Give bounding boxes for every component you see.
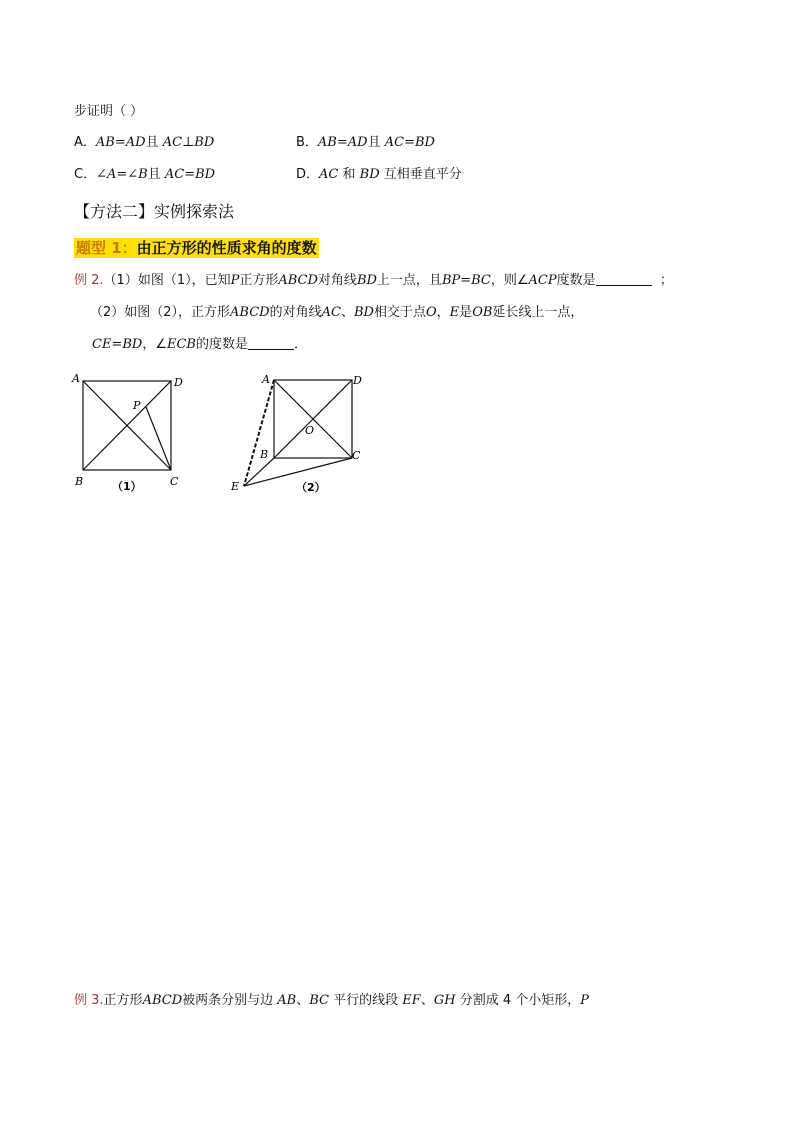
option-d-prefix: D．	[296, 167, 320, 182]
ex2-var: AC	[321, 305, 341, 320]
option-b-connector: 且	[367, 135, 381, 150]
ex2-text: 上一点，且	[376, 273, 442, 288]
option-b-expr2: AC=BD	[384, 135, 435, 150]
option-c-expr2: AC=BD	[164, 167, 216, 182]
example3-number: 例 3.	[74, 993, 104, 1008]
option-a-prefix: A．	[74, 135, 96, 150]
option-c	[74, 166, 215, 184]
example2-line3	[92, 336, 307, 354]
ex3-var: BC	[309, 993, 329, 1008]
ex3-var: GH	[433, 993, 456, 1008]
option-a	[74, 134, 214, 152]
ex2-text: 的对角线	[269, 305, 322, 320]
label-o: O	[305, 424, 315, 437]
ex2-var: OB	[472, 305, 493, 320]
ex2-text: 的度数是	[195, 337, 248, 352]
ex3-text: 、	[420, 993, 434, 1008]
ex2-var: CE=BD	[92, 337, 143, 352]
label-c: C	[170, 475, 179, 488]
option-b	[296, 134, 435, 152]
section-heading: 【方法二】实例探索法	[74, 202, 235, 221]
ex2-var: P	[230, 273, 240, 288]
ex3-var: EF	[402, 993, 421, 1008]
label-p: P	[133, 399, 141, 412]
ex2-var: BD	[353, 305, 374, 320]
tag-text: 由正方形的性质求角的度数	[136, 239, 317, 257]
ex2-var: ABCD	[278, 273, 318, 288]
option-c-expr: ∠A=∠B	[96, 167, 148, 182]
tag-label: 题型 1：	[76, 239, 137, 257]
option-d-tail: 互相垂直平分	[383, 167, 462, 182]
option-a-expr: AB=AD	[95, 135, 146, 150]
option-b-expr: AB=AD	[317, 135, 368, 150]
option-d	[296, 166, 462, 184]
ex2-text: 对角线	[317, 273, 357, 288]
ex3-var: P	[580, 993, 589, 1008]
option-d-expr2: BD	[359, 167, 380, 182]
stem-text: 步证明（ ）	[74, 104, 144, 119]
ex2-text: ，∠	[142, 337, 167, 352]
ex3-text: 平行的线段	[333, 993, 399, 1008]
option-a-connector: 且	[145, 135, 159, 150]
ex2-text: 、	[340, 305, 354, 320]
dashed-ae	[244, 380, 274, 486]
label-e: E	[231, 480, 240, 493]
label-d: D	[353, 374, 362, 387]
ex2-var: E	[449, 305, 460, 320]
ex3-text: 分割成 4 个小矩形，	[459, 993, 581, 1008]
option-a-expr2: AC⊥BD	[162, 135, 215, 150]
question-stem-tail	[74, 103, 143, 121]
example2-line2	[90, 304, 583, 322]
ex2-text: （2）如图（2），正方形	[90, 305, 231, 320]
ex2-var: ACP	[528, 273, 557, 288]
label-a: A	[72, 372, 80, 385]
label-c: C	[352, 449, 361, 462]
ex2-text: 相交于点	[373, 305, 426, 320]
question-type-tag	[74, 238, 319, 258]
ex2-text: 是	[459, 305, 473, 320]
option-c-connector: 且	[147, 167, 161, 182]
ex2-text: ．	[293, 337, 307, 352]
figure-2-caption: （2）	[296, 481, 326, 494]
ex3-var: AB	[277, 993, 297, 1008]
example2-number: 例 2.	[74, 273, 104, 288]
ex2-text: 正方形	[239, 273, 279, 288]
segment-pc	[146, 407, 171, 470]
ex3-var: ABCD	[142, 993, 183, 1008]
label-a: A	[262, 373, 270, 386]
ex2-var: BP=BC	[441, 273, 491, 288]
option-d-expr: AC	[319, 167, 339, 182]
ex3-text: 正方形	[103, 993, 143, 1008]
ex2-var: ECB	[166, 337, 196, 352]
ex2-text: （1）如图（1），已知	[103, 273, 231, 288]
example2-line1	[74, 272, 673, 290]
ex2-text: ；	[659, 273, 673, 288]
label-b: B	[75, 475, 84, 488]
figure-1	[66, 370, 196, 496]
ex2-text: 延长线上一点，	[492, 305, 584, 320]
option-b-prefix: B．	[296, 135, 318, 150]
ex2-var: BD	[356, 273, 377, 288]
example3-line	[74, 992, 589, 1010]
label-b: B	[260, 448, 269, 461]
answer-blank-2[interactable]	[248, 336, 294, 350]
ex2-var: O	[425, 305, 437, 320]
ex3-text: 、	[296, 993, 310, 1008]
option-d-connector: 和	[342, 167, 356, 182]
ex2-var: ABCD	[230, 305, 270, 320]
option-c-prefix: C．	[74, 167, 97, 182]
ex2-text: ，则∠	[490, 273, 529, 288]
answer-blank-1[interactable]	[596, 272, 652, 286]
ex3-text: 被两条分别与边	[182, 993, 274, 1008]
ex2-text: ，	[436, 305, 450, 320]
figure-1-caption: （1）	[112, 480, 142, 493]
ex2-text: 度数是	[556, 273, 596, 288]
figure-2	[226, 370, 376, 496]
label-d: D	[174, 376, 183, 389]
